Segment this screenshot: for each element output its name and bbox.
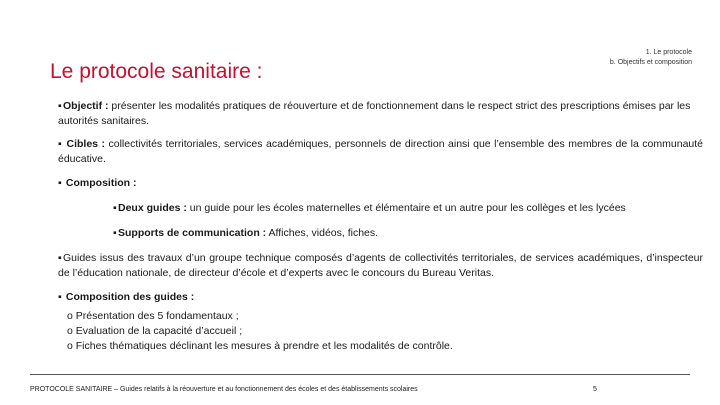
circle-bullet-icon: o [67, 310, 76, 322]
guides-composition-heading [58, 290, 703, 305]
page-number: 5 [593, 386, 597, 393]
page-title: Le protocole sanitaire : [50, 60, 263, 83]
objective-text: présenter les modalités pratiques de réouverture et de fonctionnement dans le respect strict des prescriptions émises par les autorités sanitaires. [58, 100, 691, 127]
composition-label: Composition : [65, 177, 137, 189]
objective-paragraph [58, 99, 703, 129]
footer-text: PROTOCOLE SANITAIRE – Guides relatifs à la réouverture et au fonctionnement des écoles et des établissements scolaires [30, 386, 418, 393]
breadcrumb-line-2: b. Objectifs et composition [609, 59, 692, 66]
list-item [67, 339, 687, 354]
guides-text: un guide pour les écoles maternelles et élémentaire et un autre pour les collèges et les lycées [186, 202, 626, 214]
circle-bullet-icon: o [67, 340, 76, 352]
guides-label: Deux guides : [118, 202, 187, 214]
communication-text: Affiches, vidéos, fiches. [266, 227, 379, 239]
list-item-text: Fiches thématiques déclinant les mesures à prendre et les modalités de contrôle. [75, 340, 453, 352]
origin-text: Guides issus des travaux d’un groupe technique composés d’agents de collectivités territoriales, de services académiques, d’inspecteur de l’éducation nationale, de directeur d’école et d’experts avec le concours du Bureau Veritas. [58, 252, 703, 279]
list-item [67, 324, 687, 339]
footer-divider [30, 374, 690, 375]
breadcrumb-line-1: 1. Le protocole [645, 49, 692, 56]
guides-composition-list [67, 309, 687, 354]
breadcrumb [610, 48, 692, 68]
bullet-icon: ▪ [113, 202, 117, 214]
list-item [67, 309, 687, 324]
composition-heading [58, 176, 703, 191]
circle-bullet-icon: o [67, 325, 76, 337]
communication-label: Supports de communication : [118, 227, 267, 239]
targets-label: Cibles : [66, 138, 105, 150]
list-item-text: Présentation des 5 fondamentaux ; [75, 310, 239, 322]
origin-paragraph [58, 251, 703, 281]
targets-paragraph [58, 137, 703, 167]
targets-text: collectivités territoriales, services académiques, personnels de direction ainsi que l’ensemble des membres de la communauté éducative. [58, 138, 703, 165]
bullet-icon: ▪ [58, 138, 62, 150]
bullet-icon: ▪ [58, 177, 62, 189]
communication-item [113, 226, 703, 241]
guides-item [113, 201, 703, 216]
bullet-icon: ▪ [58, 100, 62, 112]
objective-label: Objectif : [63, 100, 109, 112]
list-item-text: Evaluation de la capacité d’accueil ; [75, 325, 243, 337]
bullet-icon: ▪ [58, 291, 62, 303]
bullet-icon: ▪ [113, 227, 117, 239]
bullet-icon: ▪ [58, 252, 62, 264]
guides-composition-label: Composition des guides : [65, 291, 195, 303]
